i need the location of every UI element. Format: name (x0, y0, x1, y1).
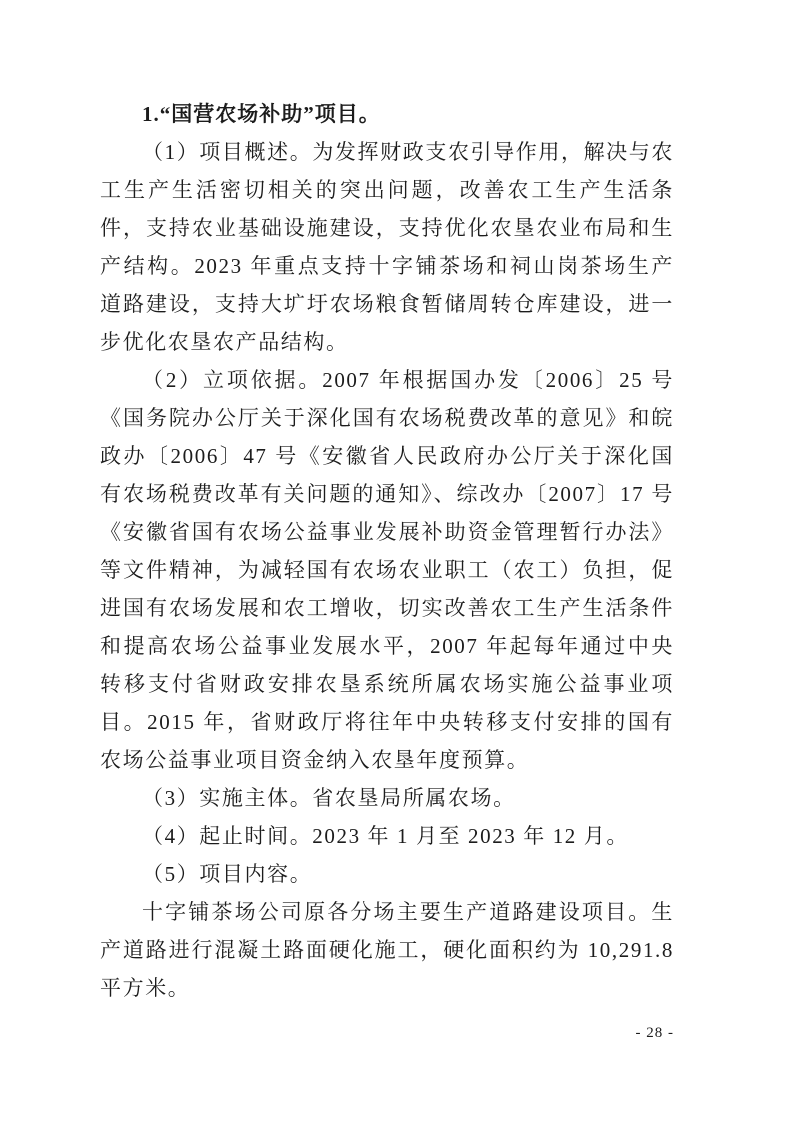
paragraph-project-content-detail: 十字铺茶场公司原各分场主要生产道路建设项目。生产道路进行混凝土路面硬化施工，硬化面积约为 10,291.8 平方米。 (100, 900, 674, 1000)
paragraph-project-overview: （1）项目概述。为发挥财政支农引导作用，解决与农工生产生活密切相关的突出问题，改善农工生产生活条件，支持农业基础设施建设，支持优化农垦农业布局和生产结构。2023 年重点支持十字铺茶场和祠山岗茶场生产道路建设，支持大圹圩农场粮食暂储周转仓库建设，进一步优化农垦农产品结构。 (100, 140, 674, 354)
document-body (100, 95, 674, 1007)
paragraph-project-content-label: （5）项目内容。 (142, 862, 313, 886)
page-number: - 28 - (635, 1025, 674, 1041)
paragraph-implementing-body: （3）实施主体。省农垦局所属农场。 (142, 786, 516, 810)
section-heading: 1.“国营农场补助”项目。 (142, 102, 381, 126)
paragraph-time-period: （4）起止时间。2023 年 1 月至 2023 年 12 月。 (142, 824, 629, 848)
paragraph-project-basis: （2）立项依据。2007 年根据国办发〔2006〕25 号《国务院办公厅关于深化国有农场税费改革的意见》和皖政办〔2006〕47 号《安徽省人民政府办公厅关于深化国有农场税费改革有关问题的通知》、综改办〔2007〕17 号《安徽省国有农场公益事业发展补助资金管理暂行办法》等文件精神，为减轻国有农场农业职工（农工）负担，促进国有农场发展和农工增收，切实改善农工生产生活条件和提高农场公益事业发展水平，2007 年起每年通过中央转移支付省财政安排农垦系统所属农场实施公益事业项目。2015 年，省财政厅将往年中央转移支付安排的国有农场公益事业项目资金纳入农垦年度预算。 (100, 368, 674, 772)
